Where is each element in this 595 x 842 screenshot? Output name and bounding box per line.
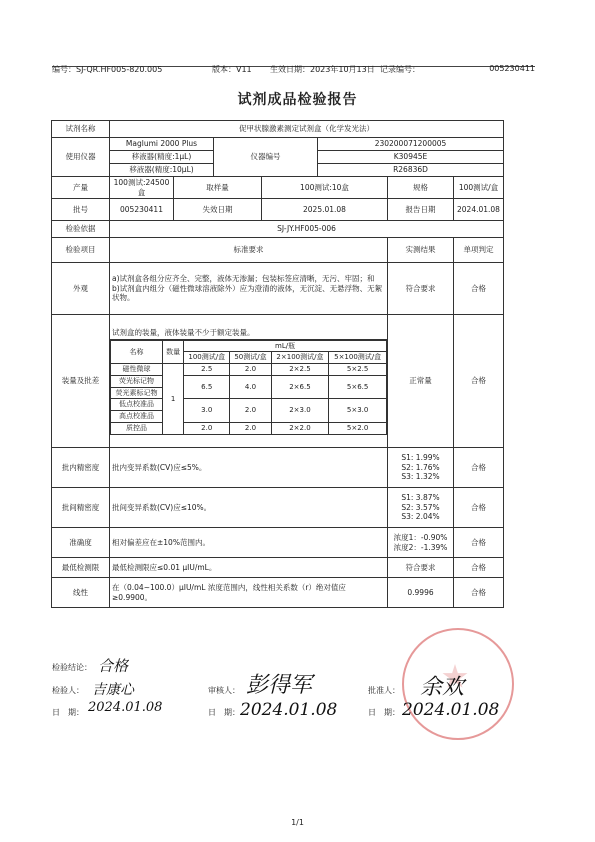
intra-precision-results [388,448,454,488]
detection-limit-standard: 最低检测限应≤0.01 μIU/mL。 [110,558,388,578]
packing-item-name: 高点校准品 [111,411,163,423]
inter-precision-results [388,488,454,528]
result-line: 浓度1：-0.90% [393,533,448,543]
packing-label: 装量及批差 [52,315,110,448]
packing-col-unit: mL/瓶 [184,340,387,352]
result-line: S3: 2.04% [401,512,440,522]
conclusion-label: 检验结论： [52,663,92,672]
packing-value: 6.5 [184,375,230,399]
report-date-label: 报告日期 [388,199,454,221]
linearity-judgement: 合格 [454,578,504,608]
packing-col-size: 100测试/盒 [184,352,230,364]
appearance-text-b: b)试剂盒内组分（磁性微球溶液除外）应为澄清的液体，无沉淀、无悬浮物、无絮状物。 [112,283,383,303]
col-head-standard: 标准要求 [110,238,388,263]
record-number-label: 记录编号： [380,65,420,74]
inter-precision-label: 批间精密度 [52,488,110,528]
appearance-judgement: 合格 [454,263,504,315]
packing-item-name: 荧光素标记物 [111,387,163,399]
appearance-result: 符合要求 [388,263,454,315]
inter-precision-judgement: 合格 [454,488,504,528]
packing-col-name: 名称 [111,340,163,364]
instrument-number: 230200071200005 [318,138,504,151]
accuracy-results [388,528,454,558]
reagent-name: 促甲状腺激素测定试剂盒（化学发光法） [110,121,504,138]
instrument-number: R26836D [318,164,504,177]
batch-label: 批号 [52,199,110,221]
appearance-standard [110,263,388,315]
linearity-result: 0.9996 [388,578,454,608]
packing-judgement: 合格 [454,315,504,448]
packing-value: 3.0 [184,399,230,423]
intra-precision-label: 批内精密度 [52,448,110,488]
packing-value: 5×2.0 [329,422,387,434]
intra-precision-standard: 批内变异系数(CV)应≤5%。 [110,448,388,488]
packing-value: 2.0 [230,364,271,376]
packing-value: 2.0 [184,422,230,434]
packing-value: 2.0 [230,399,271,423]
expiry-value: 2025.01.08 [262,199,388,221]
col-head-judgement: 单项判定 [454,238,504,263]
report-date-value: 2024.01.08 [454,199,504,221]
batch-value: 005230411 [110,199,174,221]
reagent-name-label: 试剂名称 [52,121,110,138]
instrument-item: 移液器(精度:10μL) [110,164,214,177]
instrument-item: 移液器(精度:1μL) [110,151,214,164]
inspector-label: 检验人： [52,686,84,695]
result-line: S1: 1.99% [401,453,440,463]
packing-value: 2.5 [184,364,230,376]
packing-col-size: 50测试/盒 [230,352,271,364]
document-header [52,64,535,74]
packing-col-size: 5×100测试/盒 [329,352,387,364]
packing-col-qty: 数量 [163,340,184,364]
page-number: 1/1 [291,818,304,827]
detection-limit-label: 最低检测限 [52,558,110,578]
packing-qty: 1 [163,364,184,435]
date-label: 日 期： [368,708,400,717]
instrument-number: K30945E [318,151,504,164]
result-line: S3: 1.32% [401,472,440,482]
packing-item-name: 质控品 [111,422,163,434]
intra-precision-judgement: 合格 [454,448,504,488]
reviewer-date: 2024.01.08 [240,700,338,720]
packing-table [110,340,387,435]
detection-limit-result: 符合要求 [388,558,454,578]
date-label: 日 期： [52,708,84,717]
result-line: S2: 1.76% [401,462,440,472]
reviewer-label: 审核人： [208,686,240,695]
accuracy-judgement: 合格 [454,528,504,558]
linearity-standard: 在（0.04~100.0）μIU/mL 浓度范围内，线性相关系数（r）绝对值应≥0.9900。 [110,578,388,608]
effective-date: 生效日期：2023年10月13日 [270,65,375,74]
inspector-date: 2024.01.08 [88,700,163,715]
approver-label: 批准人： [368,686,400,695]
packing-value: 2×3.0 [271,399,329,423]
appearance-text-a: a)试剂盒各组分应齐全、完整，液体无渗漏；包装标签应清晰，无污、牢固；和 [112,274,375,284]
basis-label: 检验依据 [52,221,110,238]
production-value: 100测试:24500盒 [110,177,174,199]
instrument-item: Maglumi 2000 Plus [110,138,214,151]
sample-label: 取样量 [174,177,262,199]
packing-value: 5×3.0 [329,399,387,423]
report-table [51,120,504,608]
packing-item-name: 低点校准品 [111,399,163,411]
packing-value: 2×6.5 [271,375,329,399]
result-line: S1: 3.87% [401,493,440,503]
instrument-label: 使用仪器 [52,138,110,177]
packing-standard [110,315,388,448]
packing-item-name: 荧光标记物 [111,375,163,387]
sample-value: 100测试:10盒 [262,177,388,199]
packing-value: 2×2.0 [271,422,329,434]
spec-label: 规格 [388,177,454,199]
linearity-label: 线性 [52,578,110,608]
conclusion-handwritten: 合格 [98,657,129,675]
packing-col-size: 2×100测试/盒 [271,352,329,364]
packing-value: 5×2.5 [329,364,387,376]
basis-value: SJ-JY.HF005-006 [110,221,504,238]
instrument-number-label: 仪器编号 [214,138,318,177]
approver-date: 2024.01.08 [402,700,500,720]
packing-result: 正常量 [388,315,454,448]
version: 版本：V11 [212,65,252,74]
result-line: S2: 3.57% [401,502,440,512]
date-label: 日 期： [208,708,240,717]
inter-precision-standard: 批间变异系数(CV)应≤10%。 [110,488,388,528]
packing-value: 4.0 [230,375,271,399]
record-number: 005230411 [489,64,535,73]
packing-item-name: 磁性微球 [111,364,163,376]
packing-intro: 试剂盒的装量，液体装量不少于额定装量。 [110,327,387,339]
result-line: 浓度2：-1.39% [393,542,448,552]
approver-signature: 余欢 [420,675,465,700]
production-label: 产量 [52,177,110,199]
spec-value: 100测试/盒 [454,177,504,199]
page-title: 试剂成品检验报告 [237,92,358,108]
packing-value: 5×6.5 [329,375,387,399]
reviewer-signature: 彭得军 [246,673,313,698]
company-seal [402,628,514,740]
accuracy-label: 准确度 [52,528,110,558]
packing-value: 2×2.5 [271,364,329,376]
col-head-result: 实测结果 [388,238,454,263]
accuracy-standard: 相对偏差应在±10%范围内。 [110,528,388,558]
appearance-label: 外观 [52,263,110,315]
inspector-signature: 吉康心 [92,682,134,698]
col-head-item: 检验项目 [52,238,110,263]
expiry-label: 失效日期 [174,199,262,221]
doc-number: 编号：SJ-QR.HF005-820.005 [52,65,163,74]
detection-limit-judgement: 合格 [454,558,504,578]
packing-value: 2.0 [230,422,271,434]
